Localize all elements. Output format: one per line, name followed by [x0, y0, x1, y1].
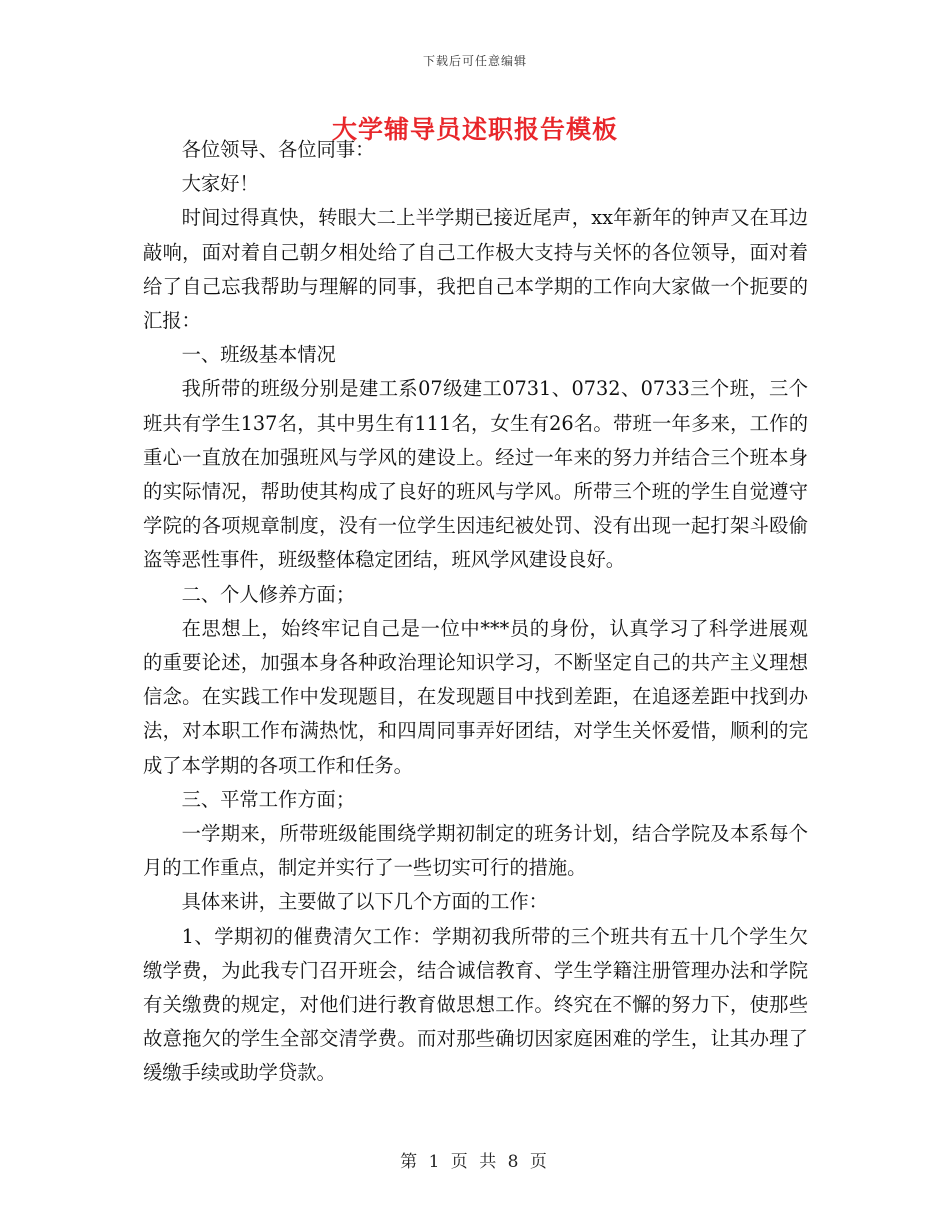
- intro-paragraph: 时间过得真快，转眼大二上半学期已接近尾声，xx年新年的钟声又在耳边敲响，面对着自己朝夕相处给了自己工作极大支持与关怀的各位领导，面对着给了自己忘我帮助与理解的同事，我把自己本学期的工作向大家做一个扼要的汇报：: [143, 206, 808, 333]
- fee-collection-paragraph: 1、学期初的催费清欠工作：学期初我所带的三个班共有五十几个学生欠缴学费，为此我专门召开班会，结合诚信教育、学生学籍注册管理办法和学院有关缴费的规定，对他们进行教育做思想工作。终究在不懈的努力下，使那些故意拖欠的学生全部交清学费。而对那些确切因家庭困难的学生，让其办理了缓缴手续或助学贷款。: [143, 924, 808, 1085]
- personal-paragraph: 在思想上，始终牢记自己是一位中***员的身份，认真学习了科学进展观的重要论述，加强本身各种政治理论知识学习，不断坚定自己的共产主义理想信念。在实践工作中发现题目，在发现题目中找到差距，在追逐差距中找到办法，对本职工作布满热忱，和四周同事弄好团结，对学生关怀爱惜，顺利的完成了本学期的各项工作和任务。: [143, 616, 808, 777]
- class-info-paragraph: 我所带的班级分别是建工系07级建工0731、0732、0733三个班，三个班共有学生137名，其中男生有111名，女生有26名。带班一年多来，工作的重心一直放在加强班风与学风的建设上。经过一年来的努力并结合三个班本身的实际情况，帮助使其构成了良好的班风与学风。所带三个班的学生自觉遵守学院的各项规章制度，没有一位学生因违纪被处罚、没有出现一起打架斗殴偷盗等恶性事件，班级整体稳定团结，班风学风建设良好。: [143, 377, 808, 572]
- specifics-paragraph: 具体来讲，主要做了以下几个方面的工作：: [181, 890, 548, 914]
- section-heading-personal: 二、个人修养方面；: [181, 582, 356, 606]
- section-heading-class-info: 一、班级基本情况: [181, 343, 336, 367]
- document-title: 大学辅导员述职报告模板: [331, 115, 618, 144]
- greeting-paragraph: 各位领导、各位同事：: [181, 138, 375, 161]
- document-body: [143, 133, 808, 1091]
- page-footer: 第 1 页 共 8 页: [400, 1152, 550, 1172]
- section-heading-daily-work: 三、平常工作方面；: [181, 787, 356, 811]
- daily-work-paragraph: 一学期来，所带班级能围绕学期初制定的班务计划，结合学院及本系每个月的工作重点，制定并实行了一些切实可行的措施。: [143, 822, 808, 880]
- page-header: 下载后可任意编辑: [422, 54, 527, 68]
- salutation-paragraph: 大家好！: [181, 172, 259, 196]
